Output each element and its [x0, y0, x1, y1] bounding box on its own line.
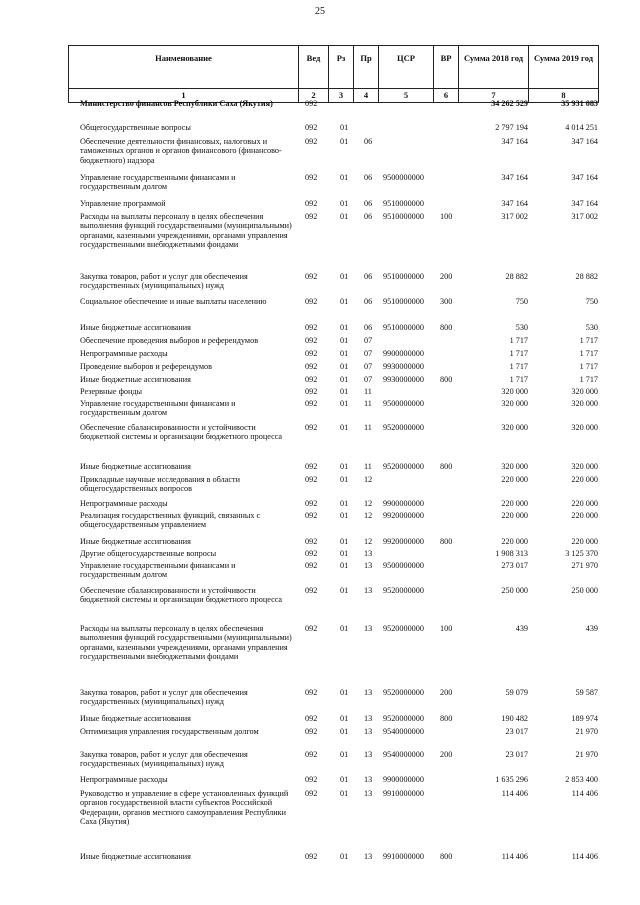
- row-name: Управление государственными финансами и государственным долгом: [80, 399, 236, 418]
- row-sum-2018: 750: [515, 297, 528, 306]
- row-name: Иные бюджетные ассигнования: [80, 714, 191, 723]
- row-pr: 11: [364, 462, 372, 471]
- row-csr: 9520000000: [383, 423, 424, 432]
- row-name: Расходы на выплаты персоналу в целях обеспечения выполнения функций государственными (муниципальными) органами, казенными учреждениями, органами управления государственными внебюджетными фондами: [80, 624, 292, 662]
- row-ved: 092: [305, 499, 318, 508]
- row-vr: 800: [440, 323, 453, 332]
- row-csr: 9540000000: [383, 750, 424, 759]
- row-name: Управление государственными финансами и государственным долгом: [80, 173, 236, 192]
- row-sum-2018: 1 908 313: [495, 549, 528, 558]
- header-num: 3: [329, 89, 354, 103]
- row-sum-2019: 320 000: [571, 462, 598, 471]
- row-sum-2019: 317 002: [571, 212, 598, 221]
- row-rz: 01: [340, 297, 349, 306]
- row-rz: 01: [340, 475, 349, 484]
- row-csr: 9500000000: [383, 173, 424, 182]
- row-sum-2019: 1 717: [579, 349, 598, 358]
- row-name: Проведение выборов и референдумов: [80, 362, 213, 371]
- row-sum-2018: 114 406: [501, 789, 528, 798]
- row-ved: 092: [305, 511, 318, 520]
- row-sum-2018: 1 717: [509, 349, 528, 358]
- row-sum-2019: 3 125 370: [565, 549, 598, 558]
- row-ved: 092: [305, 137, 318, 146]
- row-rz: 01: [340, 499, 349, 508]
- row-csr: 9520000000: [383, 624, 424, 633]
- row-rz: 01: [340, 423, 349, 432]
- row-sum-2018: 220 000: [501, 499, 528, 508]
- row-rz: 01: [340, 624, 349, 633]
- row-sum-2019: 750: [585, 297, 598, 306]
- row-ved: 092: [305, 99, 318, 108]
- row-pr: 06: [364, 272, 373, 281]
- row-rz: 01: [340, 173, 349, 182]
- row-sum-2018: 439: [515, 624, 528, 633]
- header-num: 2: [299, 89, 329, 103]
- row-pr: 06: [364, 212, 373, 221]
- row-sum-2018: 320 000: [501, 387, 528, 396]
- row-name: Расходы на выплаты персоналу в целях обеспечения выполнения функций государственными (муниципальными) органами, казенными учреждениями, органами управления государственными внебюджетными фондами: [80, 212, 292, 250]
- row-rz: 01: [340, 775, 349, 784]
- row-sum-2019: 4 014 251: [565, 123, 598, 132]
- row-rz: 01: [340, 727, 349, 736]
- row-pr: 13: [364, 789, 373, 798]
- row-name: Иные бюджетные ассигнования: [80, 852, 191, 861]
- row-pr: 13: [364, 586, 373, 595]
- row-pr: 11: [364, 423, 372, 432]
- row-name: Иные бюджетные ассигнования: [80, 537, 191, 546]
- row-sum-2019: 21 970: [575, 727, 598, 736]
- row-csr: 9500000000: [383, 399, 424, 408]
- row-sum-2018: 1 635 296: [495, 775, 528, 784]
- row-pr: 11: [364, 387, 372, 396]
- row-sum-2018: 59 079: [505, 688, 528, 697]
- row-ved: 092: [305, 362, 318, 371]
- header-num: 6: [434, 89, 459, 103]
- row-pr: 13: [364, 549, 373, 558]
- row-ved: 092: [305, 423, 318, 432]
- row-sum-2019: 220 000: [571, 537, 598, 546]
- row-name: Иные бюджетные ассигнования: [80, 375, 191, 384]
- row-vr: 800: [440, 714, 453, 723]
- table-header: [68, 45, 599, 103]
- row-sum-2018: 28 882: [505, 272, 528, 281]
- row-sum-2019: 220 000: [571, 475, 598, 484]
- row-sum-2018: 347 164: [501, 173, 528, 182]
- row-pr: 13: [364, 714, 373, 723]
- row-pr: 13: [364, 750, 373, 759]
- row-sum-2018: 34 262 529: [491, 99, 528, 108]
- row-name: Социальное обеспечение и иные выплаты населению: [80, 297, 267, 306]
- row-rz: 01: [340, 688, 349, 697]
- row-rz: 01: [340, 462, 349, 471]
- row-sum-2019: 320 000: [571, 423, 598, 432]
- row-sum-2019: 189 974: [571, 714, 598, 723]
- header-ved: Вед: [299, 46, 329, 89]
- row-csr: 9930000000: [383, 362, 424, 371]
- row-pr: 06: [364, 297, 373, 306]
- row-sum-2019: 347 164: [571, 173, 598, 182]
- row-pr: 12: [364, 537, 373, 546]
- row-ved: 092: [305, 297, 318, 306]
- row-csr: 9510000000: [383, 297, 424, 306]
- row-pr: 13: [364, 688, 373, 697]
- row-ved: 092: [305, 375, 318, 384]
- row-name: Реализация государственных функций, связанных с общегосударственным управлением: [80, 511, 261, 530]
- row-csr: 9900000000: [383, 775, 424, 784]
- header-sum-2018: Сумма 2018 год: [459, 46, 529, 89]
- row-csr: 9520000000: [383, 586, 424, 595]
- row-ved: 092: [305, 272, 318, 281]
- row-rz: 01: [340, 399, 349, 408]
- row-ved: 092: [305, 399, 318, 408]
- row-sum-2018: 530: [515, 323, 528, 332]
- row-csr: 9510000000: [383, 212, 424, 221]
- row-vr: 100: [440, 624, 453, 633]
- row-pr: 13: [364, 852, 373, 861]
- row-ved: 092: [305, 789, 318, 798]
- row-name: Непрограммные расходы: [80, 499, 168, 508]
- header-num: 4: [354, 89, 379, 103]
- row-rz: 01: [340, 537, 349, 546]
- row-ved: 092: [305, 727, 318, 736]
- row-name: Обеспечение сбалансированности и устойчивости бюджетной системы и организации бюджетного процесса: [80, 586, 283, 605]
- row-rz: 01: [340, 511, 349, 520]
- row-ved: 092: [305, 714, 318, 723]
- row-sum-2019: 2 853 400: [565, 775, 598, 784]
- row-csr: 9510000000: [383, 272, 424, 281]
- header-sum-2019: Сумма 2019 год: [529, 46, 599, 89]
- row-pr: 06: [364, 137, 373, 146]
- row-ved: 092: [305, 212, 318, 221]
- row-sum-2019: 347 164: [571, 199, 598, 208]
- row-sum-2018: 220 000: [501, 537, 528, 546]
- row-rz: 01: [340, 212, 349, 221]
- row-ved: 092: [305, 123, 318, 132]
- row-ved: 092: [305, 775, 318, 784]
- header-num: 7: [459, 89, 529, 103]
- row-csr: 9910000000: [383, 789, 424, 798]
- row-ved: 092: [305, 537, 318, 546]
- row-name: Закупка товаров, работ и услуг для обеспечения государственных (муниципальных) нужд: [80, 688, 248, 707]
- row-sum-2019: 530: [585, 323, 598, 332]
- row-sum-2019: 114 406: [571, 789, 598, 798]
- row-vr: 800: [440, 852, 453, 861]
- row-sum-2019: 35 931 083: [561, 99, 598, 108]
- row-name: Обеспечение проведения выборов и референдумов: [80, 336, 259, 345]
- row-name: Прикладные научные исследования в области общегосударственных вопросов: [80, 475, 240, 494]
- row-sum-2019: 1 717: [579, 375, 598, 384]
- row-sum-2019: 1 717: [579, 362, 598, 371]
- row-pr: 07: [364, 336, 373, 345]
- row-pr: 06: [364, 173, 373, 182]
- row-pr: 13: [364, 775, 373, 784]
- row-ved: 092: [305, 475, 318, 484]
- header-pr: Пр: [354, 46, 379, 89]
- row-pr: 13: [364, 561, 373, 570]
- row-rz: 01: [340, 387, 349, 396]
- row-ved: 092: [305, 462, 318, 471]
- row-pr: 07: [364, 362, 373, 371]
- page-number: 25: [315, 6, 325, 17]
- row-sum-2018: 347 164: [501, 137, 528, 146]
- row-csr: 9520000000: [383, 462, 424, 471]
- row-sum-2018: 220 000: [501, 511, 528, 520]
- row-name: Управление государственными финансами и государственным долгом: [80, 561, 236, 580]
- row-name: Резервные фонды: [80, 387, 143, 396]
- row-pr: 13: [364, 727, 373, 736]
- row-name: Руководство и управление в сфере установленных функций органов государственной власти субъектов Российской Федерации, органов местного самоуправления Республики Саха (Якутия): [80, 789, 289, 827]
- header-name: Наименование: [69, 46, 299, 89]
- row-pr: 11: [364, 399, 372, 408]
- row-vr: 300: [440, 297, 453, 306]
- row-ved: 092: [305, 561, 318, 570]
- row-sum-2018: 23 017: [505, 750, 528, 759]
- row-sum-2019: 250 000: [571, 586, 598, 595]
- row-name: Иные бюджетные ассигнования: [80, 323, 191, 332]
- row-vr: 800: [440, 462, 453, 471]
- row-vr: 200: [440, 688, 453, 697]
- row-sum-2018: 1 717: [509, 336, 528, 345]
- row-pr: 07: [364, 349, 373, 358]
- row-pr: 06: [364, 323, 373, 332]
- row-rz: 01: [340, 714, 349, 723]
- row-rz: 01: [340, 750, 349, 759]
- row-csr: 9910000000: [383, 852, 424, 861]
- row-sum-2019: 347 164: [571, 137, 598, 146]
- row-sum-2018: 273 017: [501, 561, 528, 570]
- row-csr: 9900000000: [383, 499, 424, 508]
- row-sum-2019: 114 406: [571, 852, 598, 861]
- row-rz: 01: [340, 137, 349, 146]
- row-sum-2019: 271 970: [571, 561, 598, 570]
- row-pr: 13: [364, 624, 373, 633]
- row-csr: 9920000000: [383, 511, 424, 520]
- header-num: 8: [529, 89, 599, 103]
- header-csr: ЦСР: [379, 46, 434, 89]
- row-name: Иные бюджетные ассигнования: [80, 462, 191, 471]
- row-rz: 01: [340, 586, 349, 595]
- row-name: Управление программой: [80, 199, 166, 208]
- row-csr: 9510000000: [383, 323, 424, 332]
- header-rz: Рз: [329, 46, 354, 89]
- row-sum-2018: 320 000: [501, 399, 528, 408]
- row-rz: 01: [340, 561, 349, 570]
- row-sum-2019: 59 587: [575, 688, 598, 697]
- row-sum-2019: 28 882: [575, 272, 598, 281]
- row-sum-2019: 320 000: [571, 399, 598, 408]
- row-sum-2018: 1 717: [509, 375, 528, 384]
- row-ved: 092: [305, 852, 318, 861]
- row-sum-2018: 114 406: [501, 852, 528, 861]
- row-sum-2019: 220 000: [571, 511, 598, 520]
- row-sum-2018: 23 017: [505, 727, 528, 736]
- row-rz: 01: [340, 362, 349, 371]
- row-pr: 12: [364, 511, 373, 520]
- row-ved: 092: [305, 750, 318, 759]
- row-sum-2018: 190 482: [501, 714, 528, 723]
- row-sum-2019: 1 717: [579, 336, 598, 345]
- row-csr: 9920000000: [383, 537, 424, 546]
- row-pr: 06: [364, 199, 373, 208]
- row-sum-2019: 220 000: [571, 499, 598, 508]
- row-sum-2018: 320 000: [501, 423, 528, 432]
- row-sum-2019: 21 970: [575, 750, 598, 759]
- row-ved: 092: [305, 173, 318, 182]
- row-name: Министерство финансов Республики Саха (Якутия): [80, 99, 273, 108]
- row-rz: 01: [340, 375, 349, 384]
- row-name: Закупка товаров, работ и услуг для обеспечения государственных (муниципальных) нужд: [80, 750, 248, 769]
- row-name: Непрограммные расходы: [80, 349, 168, 358]
- row-name: Обеспечение сбалансированности и устойчивости бюджетной системы и организации бюджетного процесса: [80, 423, 283, 442]
- row-ved: 092: [305, 688, 318, 697]
- row-csr: 9520000000: [383, 688, 424, 697]
- row-ved: 092: [305, 586, 318, 595]
- row-ved: 092: [305, 549, 318, 558]
- row-ved: 092: [305, 624, 318, 633]
- row-pr: 12: [364, 475, 373, 484]
- row-name: Другие общегосударственные вопросы: [80, 549, 217, 558]
- row-vr: 800: [440, 537, 453, 546]
- row-csr: 9930000000: [383, 375, 424, 384]
- row-csr: 9540000000: [383, 727, 424, 736]
- row-rz: 01: [340, 336, 349, 345]
- row-csr: 9520000000: [383, 714, 424, 723]
- row-vr: 200: [440, 750, 453, 759]
- header-num: 1: [69, 89, 299, 103]
- row-rz: 01: [340, 199, 349, 208]
- row-sum-2018: 347 164: [501, 199, 528, 208]
- row-rz: 01: [340, 123, 349, 132]
- row-vr: 100: [440, 212, 453, 221]
- row-name: Непрограммные расходы: [80, 775, 168, 784]
- row-sum-2018: 220 000: [501, 475, 528, 484]
- header-vr: ВР: [434, 46, 459, 89]
- row-rz: 01: [340, 789, 349, 798]
- row-csr: 9900000000: [383, 349, 424, 358]
- row-rz: 01: [340, 549, 349, 558]
- row-pr: 07: [364, 375, 373, 384]
- row-sum-2018: 1 717: [509, 362, 528, 371]
- row-csr: 9500000000: [383, 561, 424, 570]
- row-name: Оптимизация управления государственным долгом: [80, 727, 259, 736]
- header-num: 5: [379, 89, 434, 103]
- row-ved: 092: [305, 349, 318, 358]
- row-ved: 092: [305, 323, 318, 332]
- row-rz: 01: [340, 323, 349, 332]
- row-name: Закупка товаров, работ и услуг для обеспечения государственных (муниципальных) нужд: [80, 272, 248, 291]
- row-sum-2018: 250 000: [501, 586, 528, 595]
- row-sum-2019: 320 000: [571, 387, 598, 396]
- row-rz: 01: [340, 272, 349, 281]
- row-vr: 800: [440, 375, 453, 384]
- row-sum-2018: 320 000: [501, 462, 528, 471]
- row-sum-2018: 317 002: [501, 212, 528, 221]
- row-sum-2019: 439: [585, 624, 598, 633]
- row-ved: 092: [305, 199, 318, 208]
- row-vr: 200: [440, 272, 453, 281]
- row-csr: 9510000000: [383, 199, 424, 208]
- row-rz: 01: [340, 852, 349, 861]
- row-ved: 092: [305, 387, 318, 396]
- row-pr: 12: [364, 499, 373, 508]
- row-ved: 092: [305, 336, 318, 345]
- row-rz: 01: [340, 349, 349, 358]
- row-name: Общегосударственные вопросы: [80, 123, 191, 132]
- row-name: Обеспечение деятельности финансовых, налоговых и таможенных органов и органов финансового (финансово-бюджетного) надзора: [80, 137, 282, 165]
- row-sum-2018: 2 797 194: [495, 123, 528, 132]
